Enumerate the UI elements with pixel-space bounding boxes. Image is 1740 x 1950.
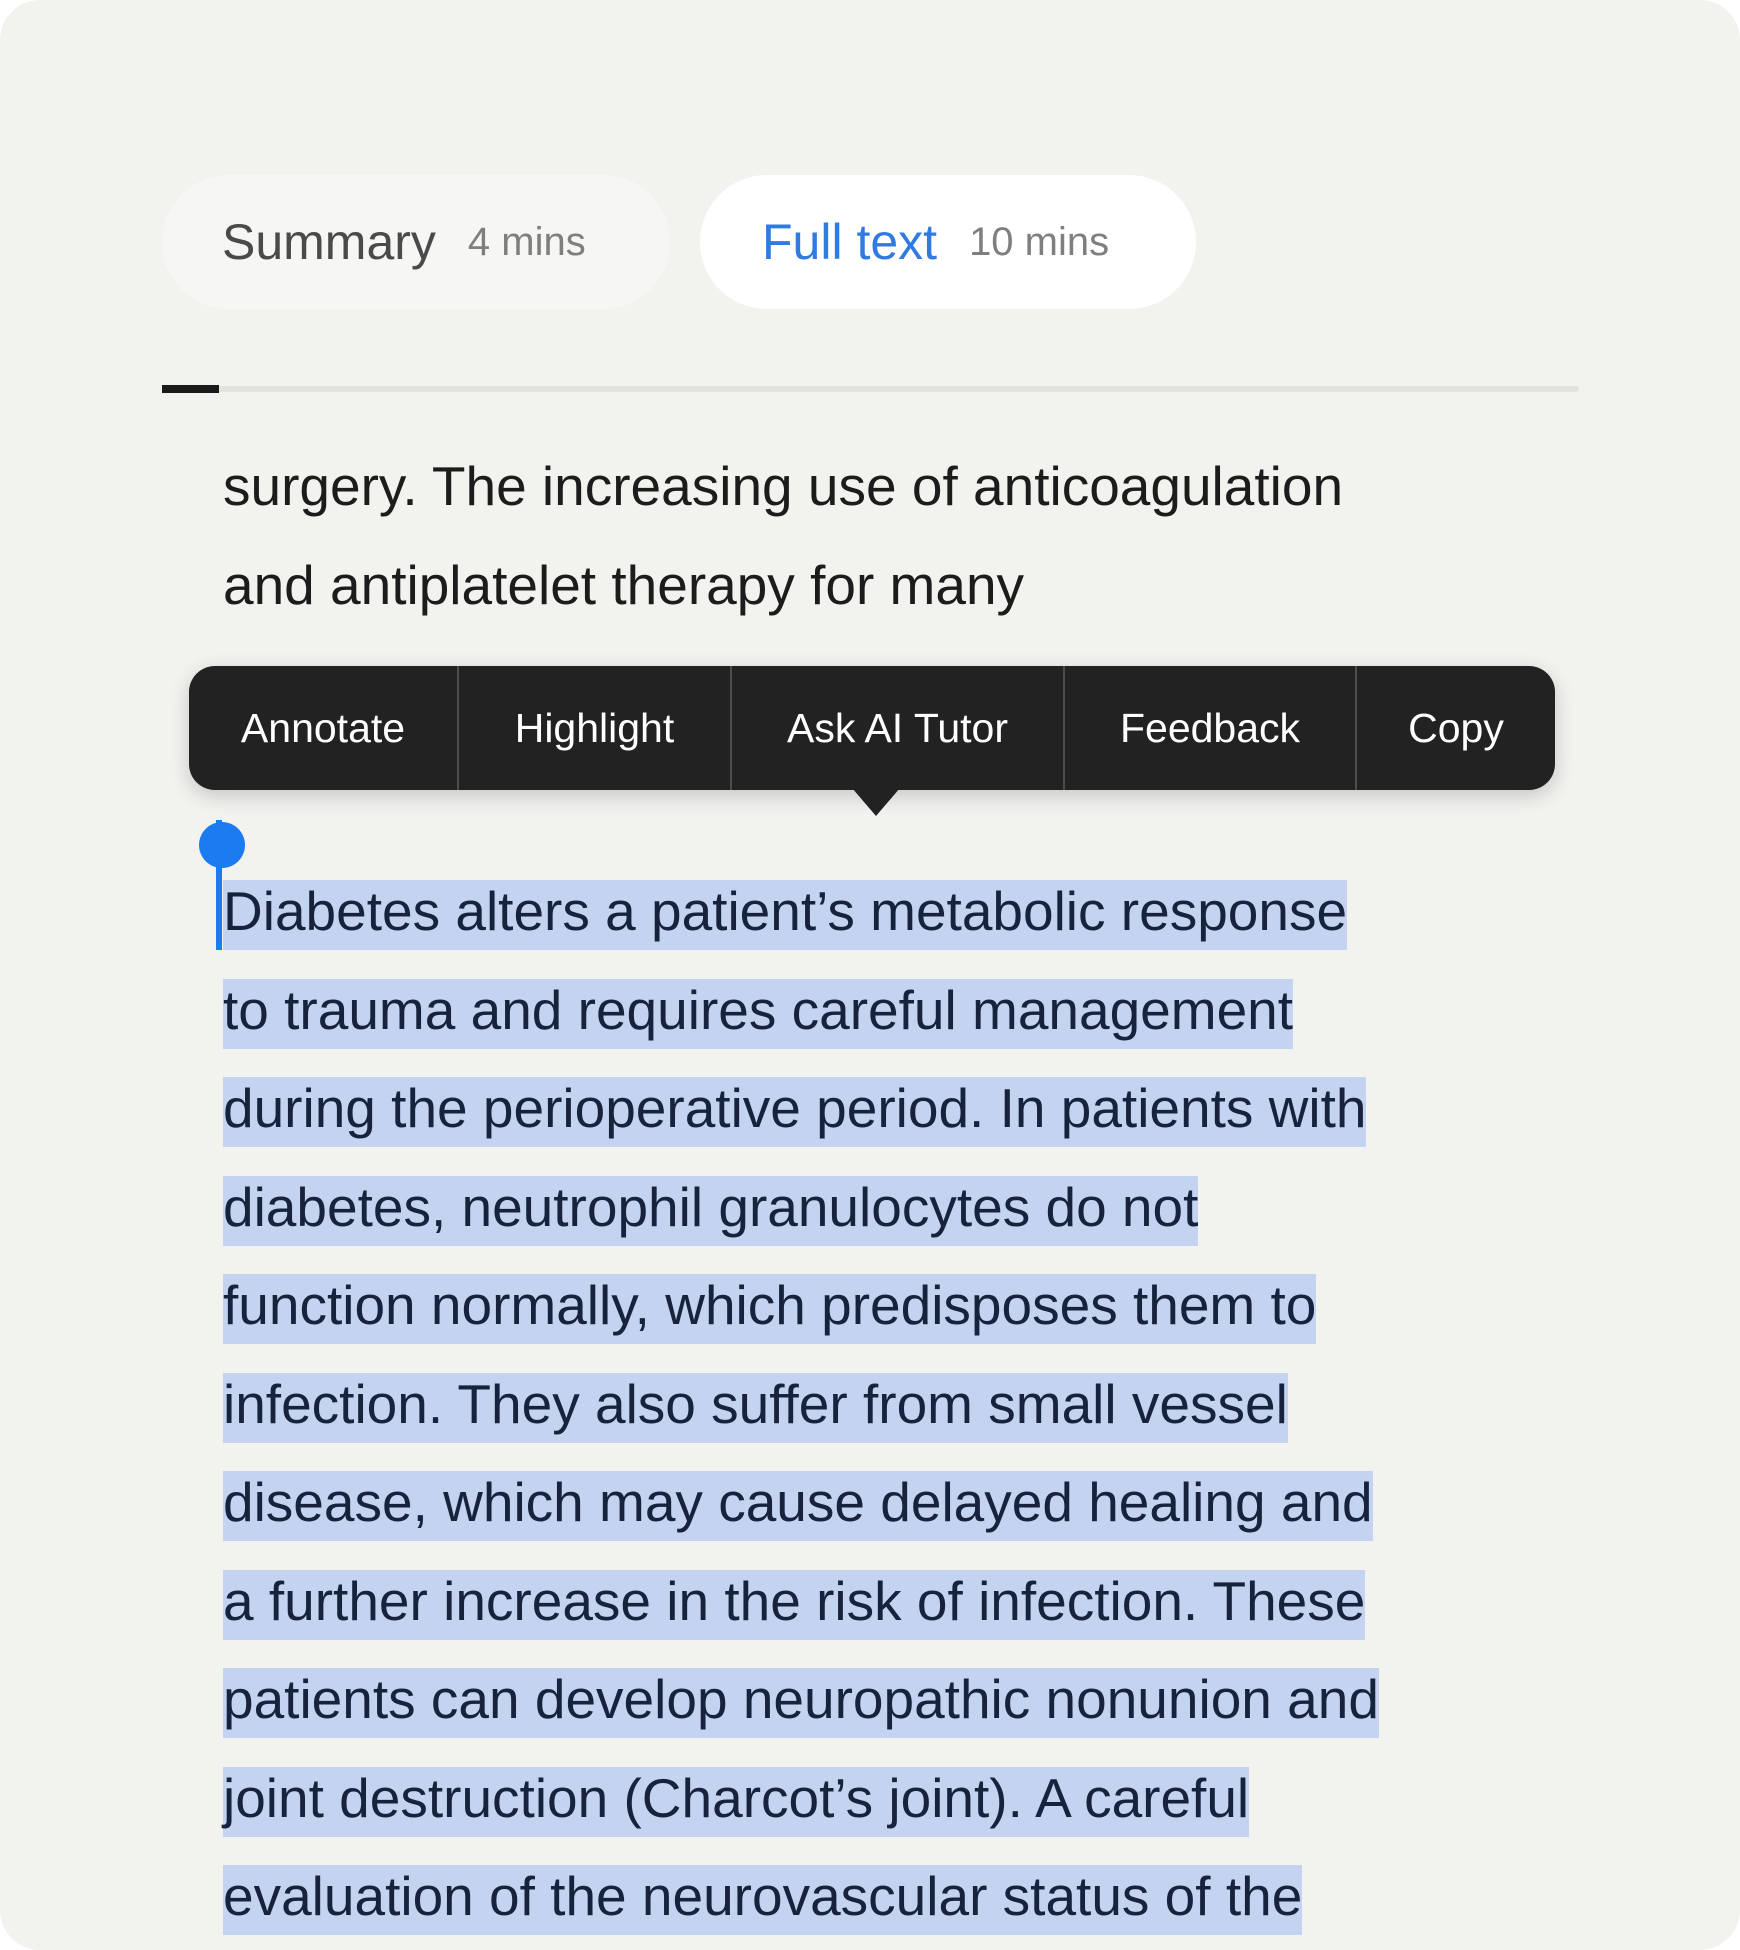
reading-progress-bar (162, 386, 1579, 392)
selected-text-line[interactable] (223, 961, 1379, 1060)
selected-text-line[interactable] (223, 1355, 1379, 1454)
selection-highlight: patients can develop neuropathic nonunion and (223, 1668, 1379, 1738)
selected-paragraph[interactable] (223, 862, 1379, 1946)
selection-highlight: joint destruction (Charcot’s joint). A careful (223, 1767, 1249, 1837)
tab-full-text-duration: 10 mins (969, 219, 1110, 264)
selection-highlight: to trauma and requires careful management (223, 979, 1293, 1049)
highlight-button[interactable]: Highlight (459, 666, 732, 790)
ask-ai-tutor-button[interactable]: Ask AI Tutor (732, 666, 1065, 790)
feedback-button[interactable]: Feedback (1065, 666, 1357, 790)
text-line: and antiplatelet therapy for many (223, 553, 1025, 616)
selection-highlight: a further increase in the risk of infection. These (223, 1570, 1365, 1640)
selected-text-line[interactable] (223, 1847, 1379, 1946)
tab-summary-label: Summary (222, 214, 436, 270)
selection-highlight: evaluation of the neurovascular status of the (223, 1865, 1302, 1935)
selected-text-line[interactable] (223, 862, 1379, 961)
selection-highlight: diabetes, neutrophil granulocytes do not (223, 1176, 1198, 1246)
annotate-button[interactable]: Annotate (189, 666, 459, 790)
previous-paragraph (223, 437, 1343, 634)
selected-text-line[interactable] (223, 1749, 1379, 1848)
selection-highlight: function normally, which predisposes them to (223, 1274, 1316, 1344)
copy-button[interactable]: Copy (1408, 704, 1504, 751)
tab-summary[interactable] (162, 175, 670, 309)
selection-highlight: disease, which may cause delayed healing and (223, 1471, 1373, 1541)
selection-highlight: infection. They also suffer from small vessel (223, 1373, 1288, 1443)
selected-text-line[interactable] (223, 1059, 1379, 1158)
selected-text-line[interactable] (223, 1453, 1379, 1552)
selected-text-line[interactable] (223, 1256, 1379, 1355)
selected-text-line[interactable] (223, 1158, 1379, 1257)
tab-full-text-label: Full text (762, 214, 938, 270)
selection-context-menu (189, 666, 1555, 790)
reading-progress-fill (162, 385, 219, 393)
selected-text-line[interactable] (223, 1552, 1379, 1651)
selection-highlight: during the perioperative period. In patients with (223, 1077, 1366, 1147)
text-line: surgery. The increasing use of anticoagulation (223, 455, 1344, 517)
tab-full-text[interactable] (700, 175, 1196, 309)
selection-start-knob[interactable] (199, 822, 245, 868)
selected-text-line[interactable] (223, 1650, 1379, 1749)
selection-highlight: Diabetes alters a patient’s metabolic response (223, 880, 1347, 950)
tab-summary-duration: 4 mins (467, 219, 586, 264)
context-menu-pointer (852, 788, 900, 816)
